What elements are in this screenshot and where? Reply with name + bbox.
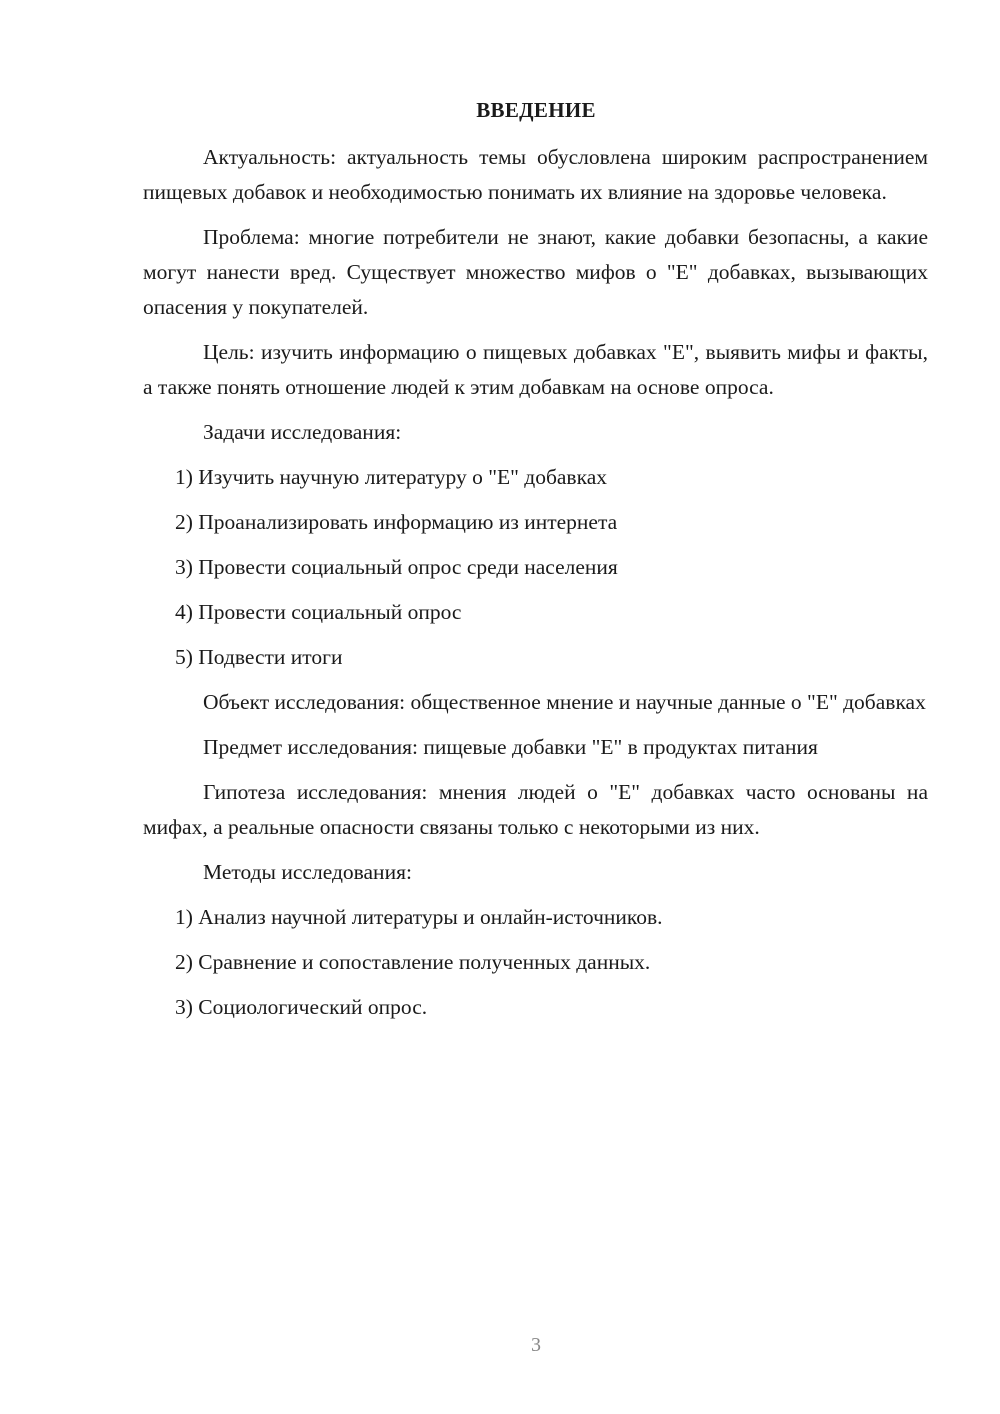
- hypothesis-paragraph: Гипотеза исследования: мнения людей о "E" добавках часто основаны на мифах, а реальные опасности связаны только с некоторыми из них.: [143, 780, 928, 839]
- list-item: 3) Социологический опрос.: [175, 995, 428, 1019]
- tasks-list: [143, 460, 928, 675]
- problem-paragraph: Проблема: многие потребители не знают, какие добавки безопасны, а какие могут нанести вред. Существует множество мифов о "E" добавках, вызывающих опасения у покупателей.: [143, 225, 928, 319]
- subject-paragraph: Предмет исследования: пищевые добавки "E" в продуктах питания: [203, 735, 818, 759]
- methods-title: Методы исследования:: [203, 860, 412, 884]
- goal-paragraph: Цель: изучить информацию о пищевых добавках "E", выявить мифы и факты, а также понять отношение людей к этим добавкам на основе опроса.: [143, 340, 928, 399]
- list-item: 5) Подвести итоги: [175, 645, 343, 669]
- page-number: 3: [531, 1334, 541, 1356]
- relevance-paragraph: Актуальность: актуальность темы обусловлена широким распространением пищевых добавок и необходимостью понимать их влияние на здоровье человека.: [143, 145, 928, 204]
- body-text: [143, 140, 928, 1035]
- list-item: 1) Изучить научную литературу о "E" добавках: [175, 465, 607, 489]
- list-item: 1) Анализ научной литературы и онлайн-источников.: [175, 905, 663, 929]
- list-item: 4) Провести социальный опрос: [175, 600, 462, 624]
- page-title: ВВЕДЕНИЕ: [476, 98, 596, 122]
- list-item: 2) Проанализировать информацию из интернета: [175, 510, 618, 534]
- object-paragraph: Объект исследования: общественное мнение и научные данные о "E" добавках: [203, 690, 926, 714]
- methods-list: [143, 900, 928, 1025]
- list-item: 3) Провести социальный опрос среди населения: [175, 555, 618, 579]
- list-item: 2) Сравнение и сопоставление полученных данных.: [175, 950, 651, 974]
- tasks-title: Задачи исследования:: [203, 420, 402, 444]
